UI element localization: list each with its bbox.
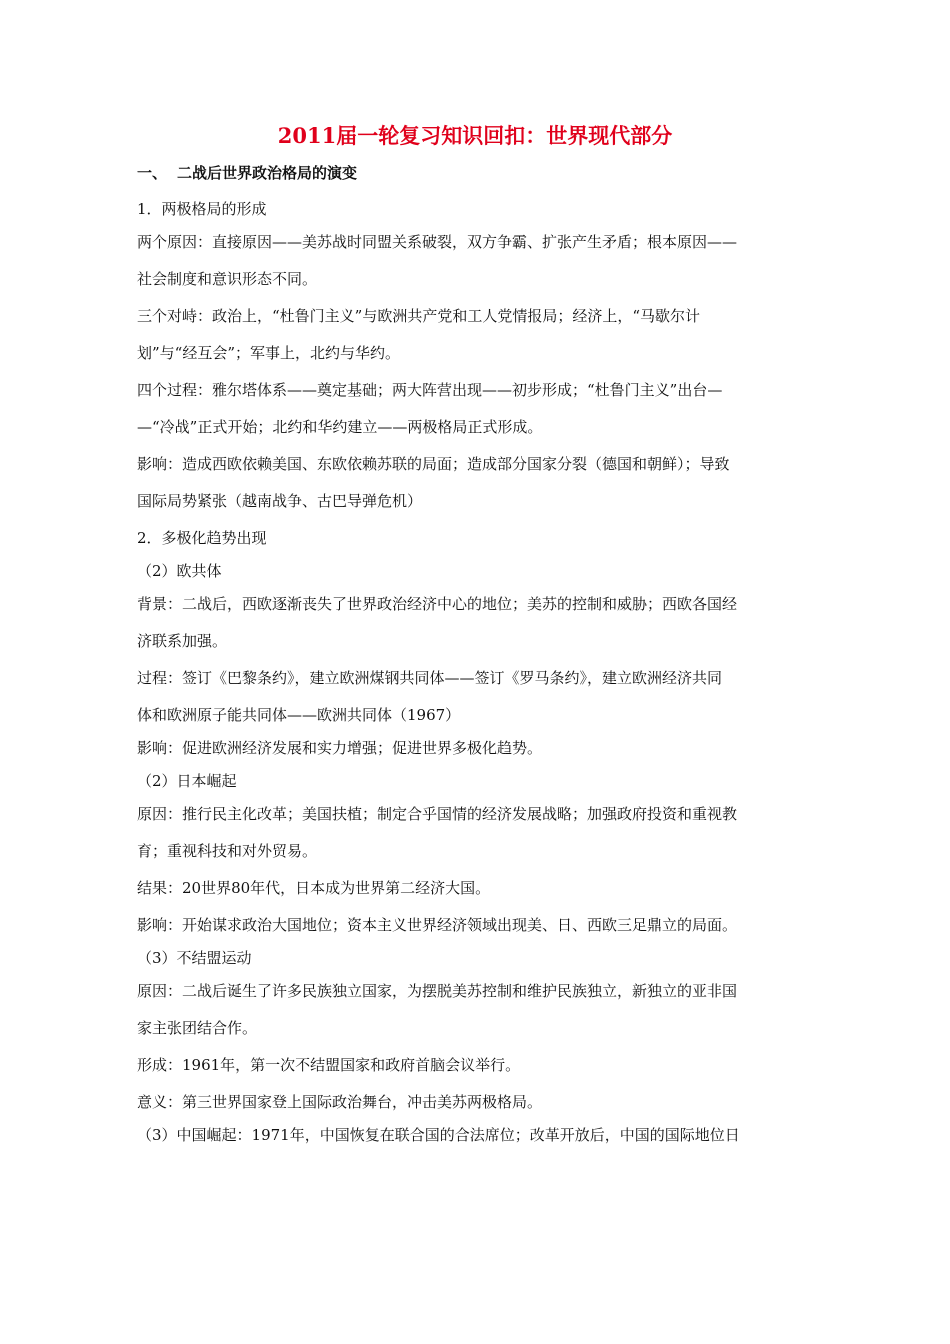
paragraph-line: 结果：20世界80年代，日本成为世界第二经济大国。 <box>137 879 491 897</box>
paragraph-line: 影响：促进欧洲经济发展和实力增强；促进世界多极化趋势。 <box>137 739 543 757</box>
section-heading <box>137 163 357 183</box>
paragraph-line: 意义：第三世界国家登上国际政治舞台，冲击美苏两极格局。 <box>137 1093 543 1111</box>
paragraph-line: 影响：开始谋求政治大国地位；资本主义世界经济领域出现美、日、西欧三足鼎立的局面。 <box>137 916 738 934</box>
paragraph-line: 三个对峙：政治上，“杜鲁门主义”与欧洲共产党和工人党情报局；经济上，“马歇尔计 <box>137 307 701 325</box>
paragraph-line: 过程：签订《巴黎条约》，建立欧洲煤钢共同体——签订《罗马条约》，建立欧洲经济共同 <box>137 669 723 687</box>
paragraph-line: 国际局势紧张（越南战争、古巴导弹危机） <box>137 492 423 510</box>
paragraph-line: —“冷战”正式开始；北约和华约建立——两极格局正式形成。 <box>137 418 543 436</box>
subheading: （2）欧共体 <box>137 562 222 580</box>
subheading: （3）不结盟运动 <box>137 949 252 967</box>
paragraph-line: 体和欧洲原子能共同体——欧洲共同体（1967） <box>137 706 461 724</box>
paragraph-line: 原因：二战后诞生了许多民族独立国家，为摆脱美苏控制和维护民族独立，新独立的亚非国 <box>137 982 738 1000</box>
document-title: 2011届一轮复习知识回扣：世界现代部分 <box>277 123 673 148</box>
paragraph-line: 影响：造成西欧依赖美国、东欧依赖苏联的局面；造成部分国家分裂（德国和朝鲜）；导致 <box>137 455 730 473</box>
paragraph-line: 社会制度和意识形态不同。 <box>137 270 318 288</box>
paragraph-line: 济联系加强。 <box>137 632 228 650</box>
paragraph-line: 背景：二战后，西欧逐渐丧失了世界政治经济中心的地位；美苏的控制和威胁；西欧各国经 <box>137 595 738 613</box>
paragraph-line: 划”与“经互会”；军事上，北约与华约。 <box>137 344 401 362</box>
paragraph-line: 育；重视科技和对外贸易。 <box>137 842 318 860</box>
section-label: 二战后世界政治格局的演变 <box>177 164 358 182</box>
paragraph-line: 两个原因：直接原因——美苏战时同盟关系破裂，双方争霸、扩张产生矛盾；根本原因—— <box>137 233 738 251</box>
paragraph-line: 形成：1961年，第一次不结盟国家和政府首脑会议举行。 <box>137 1056 521 1074</box>
paragraph-line: 原因：推行民主化改革；美国扶植；制定合乎国情的经济发展战略；加强政府投资和重视教 <box>137 805 738 823</box>
document-body <box>137 196 813 1155</box>
section-number: 一、 <box>137 164 168 182</box>
subheading: 1．两极格局的形成 <box>137 200 267 218</box>
subheading: （2）日本崛起 <box>137 772 237 790</box>
paragraph-line: 四个过程：雅尔塔体系——奠定基础；两大阵营出现——初步形成；“杜鲁门主义”出台— <box>137 381 723 399</box>
subheading: 2．多极化趋势出现 <box>137 529 267 547</box>
paragraph-line: （3）中国崛起：1971年，中国恢复在联合国的合法席位；改革开放后，中国的国际地位日 <box>137 1126 740 1144</box>
paragraph-line: 家主张团结合作。 <box>137 1019 258 1037</box>
